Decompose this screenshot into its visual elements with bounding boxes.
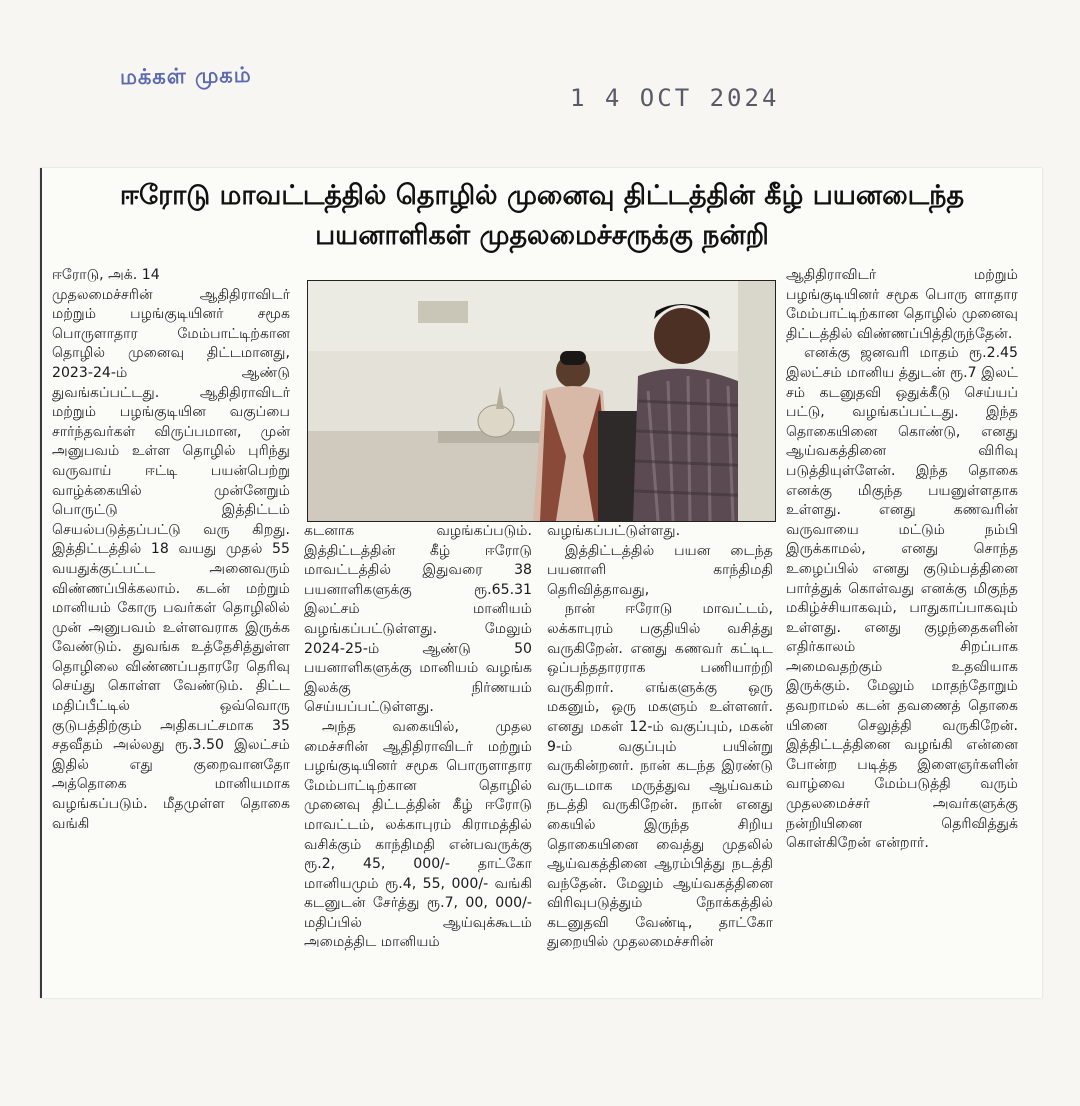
headline-line-1: ஈரோடு மாவட்டத்தில் தொழில் முனைவு திட்டத்தின் கீழ் பயனடைந்த bbox=[119, 180, 965, 211]
photo-woman-and-man-icon bbox=[308, 281, 775, 521]
column-3-paragraph-2: இத்திட்டத்தில் பயன டைந்த பயனாளி காந்திமதி தெரிவித்தாவது, bbox=[547, 542, 773, 598]
article-column-3 bbox=[547, 522, 773, 992]
column-2-paragraph-2: அந்த வகையில், முதல மைச்சரின் ஆதிதிராவிடர் மற்றும் பழங்குடியினர் சமூக பொருளாதார மேம்பாட்டிற்கான தொழில் முனைவு திட்டத்தின் கீழ் ஈரோடு மாவட்டம், லக்காபுரம் கிராமத்தில் வசிக்கும் காந்திமதி என்பவருக்கு ரூ.2, 45, 000/- தாட்கோ மானியமும் ரூ.4, 55, 000/- வங்கி கடனுடன் சேர்த்து ரூ.7, 00, 000/- மதிப்பில் ஆய்வுக்கூடம் அமைத்திட மானியம் bbox=[304, 718, 532, 951]
article-column-4 bbox=[786, 266, 1018, 991]
news-clipping bbox=[40, 168, 1042, 998]
column-2-paragraph-1: கடனாக வழங்கப்படும். இத்திட்டத்தின் கீழ் ஈரோடு மாவட்டத்தில் இதுவரை 38 பயனாளிகளுக்கு ரூ.65.31 இலட்சம் மானியம் வழங்கப்பட்டுள்ளது. மேலும் 2024-25-ம் ஆண்டு 50 பயனாளிகளுக்கு மானியம் வழங்க இலக்கு நிர்ணயம் செய்யப்பட்டுள்ளது. bbox=[304, 523, 532, 716]
dateline: ஈரோடு, அக். 14 bbox=[52, 267, 160, 283]
headline bbox=[42, 176, 1042, 256]
article-column-2 bbox=[304, 522, 532, 992]
newspaper-source-stamp: மக்கள் முகம் bbox=[119, 62, 252, 90]
column-3-paragraph-3: நான் ஈரோடு மாவட்டம், லக்காபுரம் பகுதியில் வசித்து வருகிறேன். எனது கணவர் கட்டிட ஒப்பந்ததாரராக பணியாற்றி வருகிறார். எங்களுக்கு ஒரு மகனும், ஒரு மகளும் உள்ளனர். எனது மகள் 12-ம் வகுப்பும், மகன் 9-ம் வகுப்பும் பயின்று வருகின்றனர். நான் கடந்த இரண்டு வருடமாக மருத்துவ ஆய்வகம் நடத்தி வருகிறேன். நான் எனது கையில் இருந்த சிறிய தொகையினை வைத்து முதலில் ஆய்வகத்தினை ஆரம்பித்து நடத்தி வந்தேன். மேலும் ஆய்வகத்தினை விரிவுபடுத்தும் நோக்கத்தில் கடனுதவி வேண்டி, தாட்கோ துறையில் முதலமைச்சரின் bbox=[547, 601, 773, 951]
column-4-paragraph-1: ஆதிதிராவிடர் மற்றும் பழங்குடியினர் சமூக பொரு ளாதார மேம்பாட்டிற்கான தொழில் முனைவு திட்டத்தில் விண்ணப்பித்திருந்தேன். bbox=[786, 267, 1018, 342]
news-photo bbox=[307, 280, 776, 522]
column-4-paragraph-2: எனக்கு ஜனவரி மாதம் ரூ.2.45 இலட்சம் மானிய த்துடன் ரூ.7 இலட் சம் கடனுதவி ஒதுக்கீடு செய்யப் பட்டு, வழங்கப்பட்டது. இந்த தொகையினை கொண்டு, எனது ஆய்வகத்தினை விரிவு படுத்தியுள்ளேன். இந்த தொகை எனக்கு மிகுந்த பயனுள்ளதாக உள்ளது. எனது கணவரின் வருவாயை மட்டும் நம்பி இருக்காமல், எனது சொந்த உழைப்பில் எனது குடும்பத்தினை பார்த்துக் கொள்வது எனக்கு மிகுந்த மகிழ்ச்சியாகவும், பாதுகாப்பாகவும் உள்ளது. எனது குழந்தைகளின் எதிர்காலம் சிறப்பாக அமைவதற்கும் உதவியாக இருக்கும். மேலும் மாதந்தோறும் தவறாமல் கடன் தவணைத் தொகை யினை செலுத்தி வருகிறேன். இத்திட்டத்தினை வழங்கி என்னை போன்ற படித்த இளைஞர்களின் வாழ்வை மேம்படுத்தி வரும் முதலமைச்சர் அவர்களுக்கு நன்றியினை தெரிவித்துக் கொள்கிறேன் என்றார். bbox=[786, 345, 1018, 852]
date-stamp: 1 4 OCT 2024 bbox=[570, 84, 780, 112]
column-1-paragraph: முதலமைச்சரின் ஆதிதிராவிடர் மற்றும் பழங்குடியினர் சமூக பொருளாதார மேம்பாட்டிற்கான தொழில் முனைவு திட்டமானது, 2023-24-ம் ஆண்டு துவங்கப்பட்டது. ஆதிதிராவிடர் மற்றும் பழங்குடியின வகுப்பை சார்ந்தவர்கள் விருப்பமான, முன் அனுபவம் உள்ள தொழில் புரிந்து வருவாய் ஈட்டி பயன்பெற்று வாழ்க்கையில் முன்னேறும் பொருட்டு இத்திட்டம் செயல்படுத்தப்பட்டு வரு கிறது. இத்திட்டத்தில் 18 வயது முதல் 55 வயதுக்குட்பட்ட அனைவரும் விண்ணப்பிக்கலாம். கடன் மற்றும் மானியம் கோரு பவர்கள் தொழிலில் முன் அனுபவம் உள்ளவராக இருக்க வேண்டும். துவங்க உத்தேசித்துள்ள தொழிலை விண்ணப்பதாரரே தெரிவு செய்து கொள்ள வேண்டும். திட்ட மதிப்பீட்டில் ஒவ்வொரு குடுபத்திற்கும் அதிகபட்சமாக 35 சதவீதம் அல்லது ரூ.3.50 இலட்சம் இதில் எது குறைவானதோ அத்தொகை மானியமாக வழங்கப்படும். மீதமுள்ள தொகை வங்கி bbox=[52, 286, 290, 832]
column-3-paragraph-1: வழங்கப்பட்டுள்ளது. bbox=[547, 523, 681, 539]
article-column-1 bbox=[52, 266, 290, 991]
headline-line-2: பயனாளிகள் முதலமைச்சருக்கு நன்றி bbox=[315, 220, 769, 251]
